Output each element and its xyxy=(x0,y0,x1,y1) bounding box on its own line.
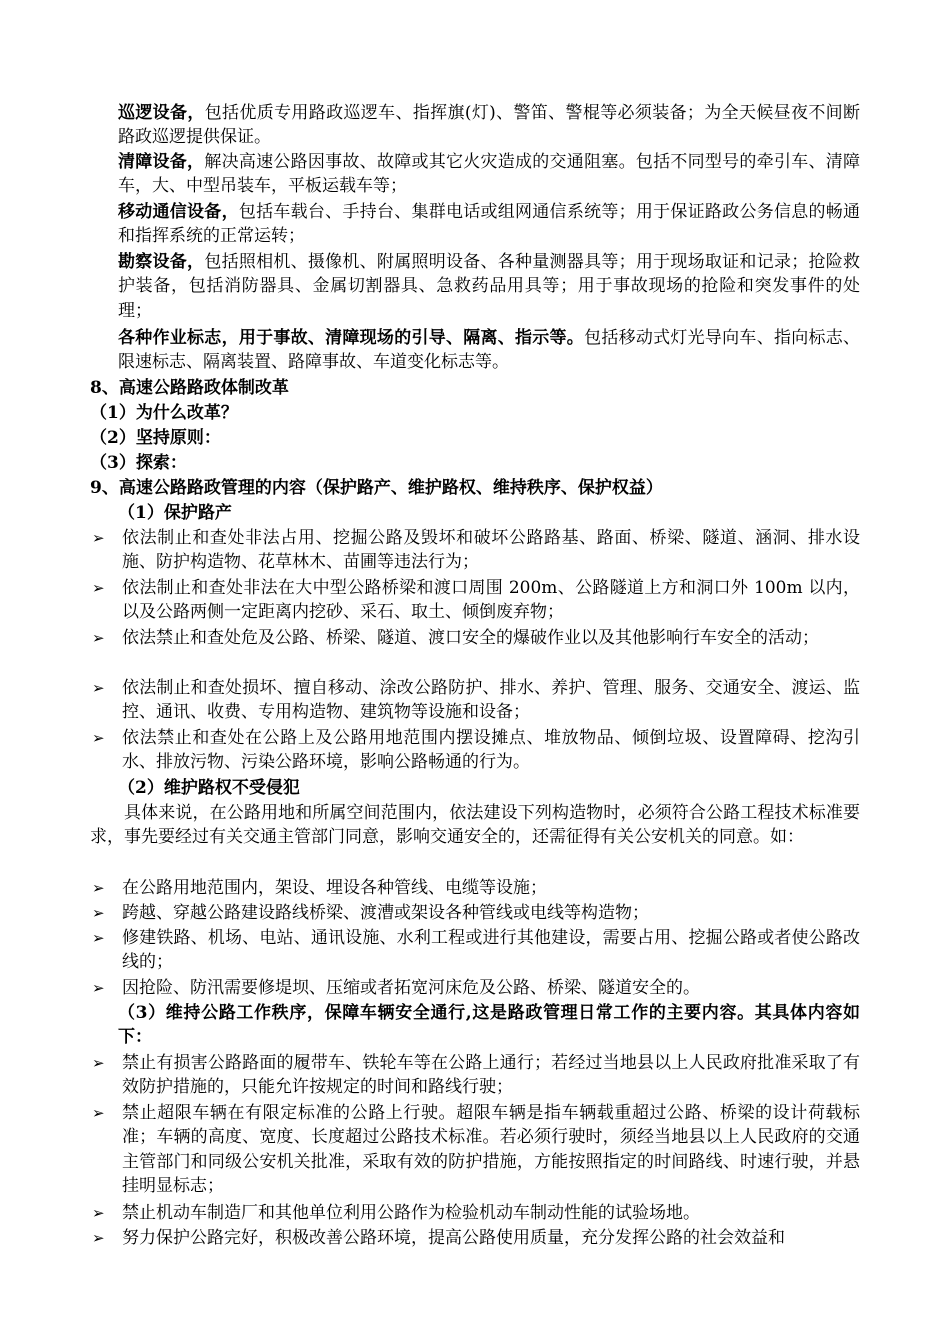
part-1-title: （1）保护路产 xyxy=(118,503,232,523)
list-item: ➢ 依法制止和查处非法在大中型公路桥梁和渡口周围 200m、公路隧道上方和洞口外 100m 以内，以及公路两侧一定距离内挖砂、采石、取土、倾倒废弃物； xyxy=(92,578,860,623)
arrow-bullet-icon: ➢ xyxy=(92,929,105,947)
equipment-survey xyxy=(118,250,860,323)
list-item: ➢ 禁止有损害公路路面的履带车、铁轮车等在公路上通行；若经过当地县以上人民政府批准采取了有效防护措施的，只能允许按规定的时间和路线行驶； xyxy=(92,1053,860,1098)
part-2-intro: 具体来说，在公路用地和所属空间范围内，依法建设下列构造物时，必须符合公路工程技术标准要求，事先要经过有关交通主管部门同意，影响交通安全的，还需征得有关公安机关的同意。如： xyxy=(90,803,860,848)
term-label: 勘察设备， xyxy=(118,252,205,272)
term-label: 清障设备， xyxy=(118,152,205,172)
list-item: ➢ 修建铁路、机场、电站、通讯设施、水利工程或进行其他建设，需要占用、挖掘公路或者使公路改线的； xyxy=(92,928,860,973)
term-label: 巡逻设备， xyxy=(118,103,205,123)
list-item: ➢ 依法制止和查处非法占用、挖掘公路及毁坏和破坏公路路基、路面、桥梁、隧道、涵洞、排水设施、防护构造物、花草林木、苗圃等违法行为； xyxy=(92,528,860,573)
list-item: ➢ 依法制止和查处损坏、擅自移动、涂改公路防护、排水、养护、管理、服务、交通安全、渡运、监控、通讯、收费、专用构造物、建筑物等设施和设备； xyxy=(92,678,860,723)
section-8-item: （2）坚持原则： xyxy=(90,428,221,448)
list-item: ➢ 努力保护公路完好，积极改善公路环境，提高公路使用质量，充分发挥公路的社会效益和 xyxy=(90,1226,860,1250)
part-2-title: （2）维护路权不受侵犯 xyxy=(118,778,300,798)
arrow-bullet-icon: ➢ xyxy=(92,904,105,922)
arrow-bullet-icon: ➢ xyxy=(92,1104,105,1122)
arrow-bullet-icon: ➢ xyxy=(92,879,105,897)
term-text: 包括优质专用路政巡逻车、指挥旗(灯)、警笛、警棍等必须装备；为全天候昼夜不间断路政巡逻提供保证。 xyxy=(118,103,861,148)
arrow-bullet-icon: ➢ xyxy=(92,1054,105,1072)
equipment-communication xyxy=(118,200,860,249)
arrow-bullet-icon: ➢ xyxy=(92,679,105,697)
arrow-bullet-icon: ➢ xyxy=(92,1229,105,1247)
section-8-item: （1）为什么改革？ xyxy=(90,403,238,423)
arrow-bullet-icon: ➢ xyxy=(92,979,105,997)
term-label: 各种作业标志，用于事故、清障现场的引导、隔离、指示等。 xyxy=(118,328,585,348)
section-8-item: （3）探索： xyxy=(90,453,187,473)
arrow-bullet-icon: ➢ xyxy=(92,529,105,547)
list-item: ➢ 在公路用地范围内，架设、埋设各种管线、电缆等设施； xyxy=(90,876,860,900)
equipment-patrol xyxy=(118,101,860,150)
section-8-heading: 8、高速公路路政体制改革 xyxy=(90,378,289,398)
term-text: 包括照相机、摄像机、附属照明设备、各种量测器具等；用于现场取证和记录；抢险救护装备，包括消防器具、金属切割器具、急救药品用具等；用于事故现场的抢险和突发事件的处理； xyxy=(118,252,861,321)
list-item: ➢ 因抢险、防汛需要修堤坝、压缩或者拓宽河床危及公路、桥梁、隧道安全的。 xyxy=(90,976,860,1000)
term-label: 移动通信设备， xyxy=(118,202,239,222)
list-item: ➢ 依法禁止和查处危及公路、桥梁、隧道、渡口安全的爆破作业以及其他影响行车安全的活动； xyxy=(90,626,860,650)
list-item: ➢ 禁止机动车制造厂和其他单位利用公路作为检验机动车制动性能的试验场地。 xyxy=(90,1201,860,1225)
term-text: 解决高速公路因事故、故障或其它火灾造成的交通阻塞。包括不同型号的牵引车、清障车，大、中型吊装车，平板运载车等； xyxy=(118,152,861,197)
term-text: 包括车载台、手持台、集群电话或组网通信系统等；用于保证路政公务信息的畅通和指挥系统的正常运转； xyxy=(118,202,861,247)
list-item: ➢ 跨越、穿越公路建设路线桥梁、渡漕或架设各种管线或电线等构造物； xyxy=(90,901,860,925)
arrow-bullet-icon: ➢ xyxy=(92,579,105,597)
term-text: 包括移动式灯光导向车、指向标志、限速标志、隔离装置、路障事故、车道变化标志等。 xyxy=(118,328,861,373)
list-item: ➢ 禁止超限车辆在有限定标准的公路上行驶。超限车辆是指车辆载重超过公路、桥梁的设计荷载标准；车辆的高度、宽度、长度超过公路技术标准。若必须行驶时，须经当地县以上人民政府的交通主管部门和同级公安机关批准，采取有效的防护措施，方能按照指定的时间路线、时速行驶，并悬挂明显标志； xyxy=(92,1103,860,1197)
part-3-title: （3）维持公路工作秩序，保障车辆安全通行,这是路政管理日常工作的主要内容。其具体内容如下： xyxy=(118,1003,860,1048)
equipment-signs xyxy=(118,326,860,375)
section-9-heading: 9、高速公路路政管理的内容（保护路产、维护路权、维持秩序、保护权益） xyxy=(90,478,663,498)
arrow-bullet-icon: ➢ xyxy=(92,729,105,747)
arrow-bullet-icon: ➢ xyxy=(92,1204,105,1222)
arrow-bullet-icon: ➢ xyxy=(92,629,105,647)
list-item: ➢ 依法禁止和查处在公路上及公路用地范围内摆设摊点、堆放物品、倾倒垃圾、设置障碍、挖沟引水、排放污物、污染公路环境，影响公路畅通的行为。 xyxy=(92,728,860,773)
equipment-clearing xyxy=(118,150,860,199)
